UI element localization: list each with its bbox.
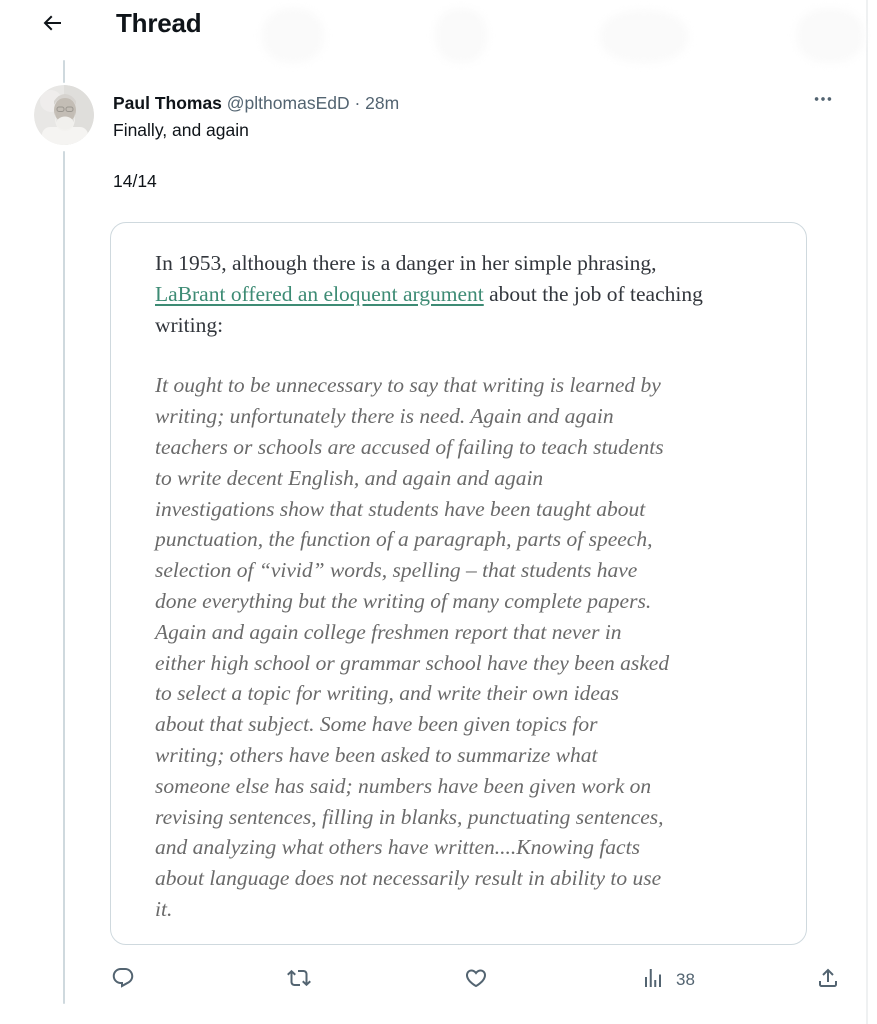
like-button[interactable] (464, 967, 488, 993)
card-paragraph-line: writing: (155, 312, 224, 337)
speech-bubble-icon (111, 966, 135, 995)
views-count: 38 (676, 970, 695, 989)
arrow-left-icon (40, 11, 64, 40)
quote-line: either high school or grammar school have they been asked (155, 650, 670, 675)
author-name[interactable]: Paul Thomas (113, 93, 222, 113)
ellipsis-horizontal-icon (812, 88, 834, 115)
quote-line: and analyzing what others have written....Knowing facts (155, 835, 640, 860)
card-paragraph-line (155, 279, 778, 310)
author-handle-time[interactable]: @plthomasEdD · 28m (226, 93, 400, 113)
quote-line: done everything but the writing of many complete papers. (155, 588, 652, 613)
share-button[interactable] (816, 967, 840, 993)
quote-line: revising sentences, filling in blanks, punctuating sentences, (155, 804, 664, 829)
quote-line: It ought to be unnecessary to say that writing is learned by (155, 373, 661, 398)
retweet-button[interactable] (287, 967, 311, 993)
more-button[interactable] (808, 88, 838, 114)
blockquote (155, 370, 778, 924)
page-title: Thread (116, 8, 202, 38)
quote-line: about that subject. Some have been given topics for (155, 712, 598, 737)
quote-line: investigations show that students have been taught about (155, 496, 646, 521)
card-paragraph-line: In 1953, although there is a danger in her simple phrasing, (155, 251, 657, 275)
card-paragraph-text: about the job of teaching (483, 281, 703, 306)
quote-line: to select a topic for writing, and write their own ideas (155, 681, 620, 706)
quote-line: Again and again college freshmen report that never in (155, 619, 622, 644)
heart-outline-icon (464, 966, 488, 995)
ghost-blob (796, 8, 864, 63)
author-row (113, 92, 399, 115)
retweet-arrows-icon (287, 966, 311, 995)
quote-line: it. (155, 896, 173, 921)
tweet-text: Finally, and again (113, 120, 249, 140)
ghost-blob (262, 8, 324, 63)
column-divider (866, 0, 868, 1024)
quote-line: selection of “vivid” words, spelling – that students have (155, 558, 638, 583)
thread-connector-line (63, 151, 65, 1004)
quote-line: to write decent English, and again and again (155, 465, 544, 490)
quote-line: about language does not necessarily result in ability to use (155, 866, 662, 891)
upload-arrow-icon (816, 966, 840, 995)
quote-line: writing; unfortunately there is need. Again and again (155, 404, 614, 429)
quote-line: writing; others have been asked to summarize what (155, 742, 598, 767)
ghost-blob (435, 8, 487, 63)
thread-counter: 14/14 (113, 171, 157, 191)
quote-line: punctuation, the function of a paragraph, parts of speech, (155, 527, 653, 552)
avatar[interactable] (34, 85, 94, 145)
bar-chart-icon (641, 966, 665, 995)
thread-connector-line (63, 60, 65, 83)
quoted-text-image[interactable] (110, 222, 807, 945)
views-button[interactable] (641, 967, 695, 993)
quote-line: teachers or schools are accused of failing to teach students (155, 434, 664, 459)
ghost-blob (600, 10, 688, 63)
reply-button[interactable] (111, 967, 135, 993)
labrant-link[interactable]: LaBrant offered an eloquent argument (155, 281, 484, 306)
back-button[interactable] (38, 11, 66, 39)
quote-line: someone else has said; numbers have been given work on (155, 773, 652, 798)
